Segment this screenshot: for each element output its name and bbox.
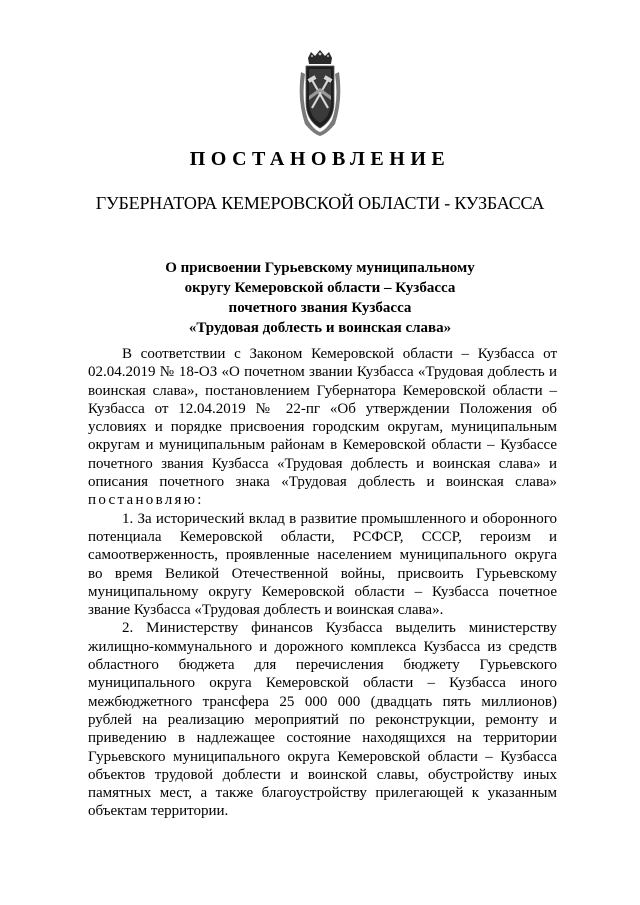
heading-line: О присвоении Гурьевскому муниципальному bbox=[165, 260, 475, 276]
document-subtitle: ГУБЕРНАТОРА КЕМЕРОВСКОЙ ОБЛАСТИ - КУЗБАССА bbox=[95, 193, 545, 213]
heading-line: почетного звания Кузбасса bbox=[228, 300, 412, 316]
preamble-text: В соответствии с Законом Кемеровской области – Кузбасса от 02.04.2019 № 18-ОЗ «О почетном звании Кузбасса «Трудовая доблесть и воинская слава», постановлением Губернатора Кемеровской области – Кузбасса от 12.04.2019 № 22-пг «Об утверждении Положения об условиях и порядке присвоения городским округам, муниципальным округам и муниципальным районам в Кемеровской области – Кузбассе почетного звания Кузбасса «Трудовая доблесть и воинская слава» и описания почетного знака «Трудовая доблесть и воинская слава» bbox=[88, 346, 557, 491]
document-body bbox=[88, 345, 557, 821]
decree-word: постановляю: bbox=[88, 492, 204, 509]
item-1-paragraph: 1. За исторический вклад в развитие промышленного и оборонного потенциала Кемеровской области, РСФСР, СССР, героизм и самоотверженность, проявленные населением муниципального округа во время Великой Отечественной войны, присвоить Гурьевскому муниципальному округу Кемеровской области – Кузбасса почетное звание Кузбасса «Трудовая доблесть и воинская слава». bbox=[88, 510, 557, 619]
document-title: ПОСТАНОВЛЕНИЕ bbox=[189, 148, 451, 170]
document-heading bbox=[100, 258, 540, 338]
item-2-paragraph: 2. Министерству финансов Кузбасса выделить министерству жилищно-коммунального и дорожного комплекса Кузбасса из средств областного бюджета для перечисления бюджету Гурьевского муниципального округа Кемеровской области – Кузбасса иного межбюджетного трансфера 25 000 000 (двадцать пять миллионов) рублей на реализацию мероприятий по реконструкции, ремонту и приведению в надлежащее состояние находящихся на территории Гурьевского муниципального округа Кемеровской области – Кузбасса объектов трудовой доблести и воинской славы, обустройству иных памятных мест, а также благоустройству прилегающей к указанным объектам территории. bbox=[88, 620, 557, 820]
heading-line: «Трудовая доблесть и воинская слава» bbox=[188, 320, 452, 336]
heading-line: округу Кемеровской области – Кузбасса bbox=[184, 280, 456, 296]
coat-of-arms-emblem bbox=[295, 50, 345, 138]
preamble-paragraph bbox=[88, 345, 557, 510]
